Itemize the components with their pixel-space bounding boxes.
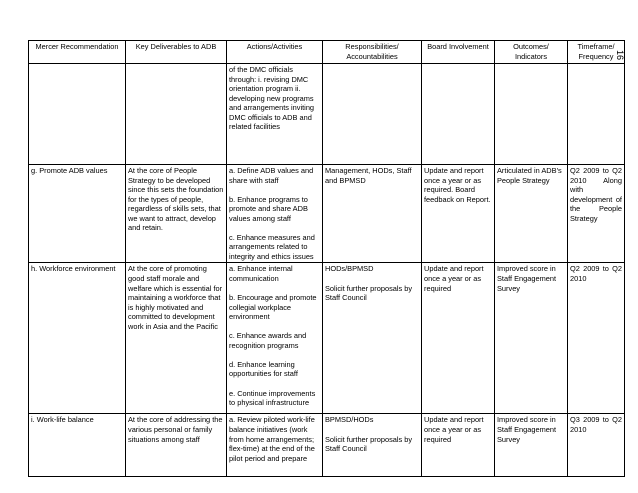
- cell-deliverables: At the core of promoting good staff morale and welfare which is essential for maintaining a workforce that is highly motivated and committed to development work in Asia and the Pacific: [126, 263, 227, 414]
- header-board: Board Involvement: [422, 41, 495, 64]
- cell-timeframe: Q2 2009 to Q2 2010: [568, 263, 625, 414]
- action-item: d. Enhance learning opportunities for staff: [229, 359, 298, 379]
- responsibility-item: Management, HODs, Staff and BPMSD: [325, 166, 412, 185]
- responsibility-item: BPMSD/HODs: [325, 415, 374, 425]
- cell-timeframe: Q2 2009 to Q2 2010 Along with development of the People Strategy: [568, 165, 625, 263]
- cell-actions: [227, 414, 323, 477]
- action-item: b. Encourage and promote collegial workplace environment: [229, 293, 317, 322]
- page-number: 16: [615, 49, 625, 60]
- cell-board: Update and report once a year or as required: [422, 414, 495, 477]
- header-deliverables: Key Deliverables to ADB: [126, 41, 227, 64]
- cell-recommendation: g. Promote ADB values: [29, 165, 126, 263]
- cell-responsibilities: [323, 263, 422, 414]
- action-item: c. Enhance measures and arrangements related to integrity and ethics issues: [229, 232, 315, 261]
- action-item: e. Continue improvements to physical infrastructure: [229, 388, 316, 408]
- cell-board: Update and report once a year or as required. Board feedback on Report.: [422, 165, 495, 263]
- action-item: a. Enhance internal communication: [229, 264, 293, 284]
- cell-responsibilities: [323, 165, 422, 263]
- cell-outcomes: Improved score in Staff Engagement Survey: [495, 263, 568, 414]
- cell-actions: of the DMC officials through: i. revising DMC orientation program ii. developing new programs and arrangements inviting DMC officials to ADB and related facilities: [227, 64, 323, 165]
- responsibility-item: Solicit further proposals by Staff Council: [325, 283, 413, 303]
- header-outcomes: Outcomes/ Indicators: [495, 41, 568, 64]
- action-plan-table: [28, 40, 625, 477]
- cell-empty: [422, 64, 495, 165]
- cell-outcomes: Improved score in Staff Engagement Survey: [495, 414, 568, 477]
- cell-empty: [495, 64, 568, 165]
- cell-actions: [227, 165, 323, 263]
- action-item: c. Enhance awards and recognition programs: [229, 331, 307, 350]
- cell-actions: [227, 263, 323, 414]
- cell-timeframe: Q3 2009 to Q2 2010: [568, 414, 625, 477]
- header-timeframe: Timeframe/ Frequency: [568, 41, 625, 64]
- responsibility-item: HODs/BPMSD: [325, 264, 374, 274]
- cell-board: Update and report once a year or as required: [422, 263, 495, 414]
- action-item: b. Enhance programs to promote and share ADB values among staff: [229, 194, 308, 223]
- action-item: a. Review piloted work-life balance initiatives (work from home arrangements; flex-time) at the end of the pilot period and prepare: [229, 415, 315, 463]
- cell-empty: [323, 64, 422, 165]
- action-item: a. Define ADB values and share with staff: [229, 166, 314, 185]
- table-header-row: [29, 41, 625, 64]
- cell-empty: [29, 64, 126, 165]
- cell-empty: [126, 64, 227, 165]
- cell-empty: [568, 64, 625, 165]
- header-responsibilities: Responsibilities/ Accountabilities: [323, 41, 422, 64]
- cell-deliverables: At the core of People Strategy to be developed since this sets the foundation for the types of people, regardless of skills sets, that we want to attract, develop and retain.: [126, 165, 227, 263]
- table-row: [29, 263, 625, 414]
- table-row: [29, 414, 625, 477]
- cell-outcomes: Articulated in ADB's People Strategy: [495, 165, 568, 263]
- responsibility-item: Solicit further proposals by Staff Council: [325, 434, 413, 454]
- cell-recommendation: h. Workforce environment: [29, 263, 126, 414]
- table-row-continued: [29, 64, 625, 165]
- table-row: [29, 165, 625, 263]
- header-actions: Actions/Activities: [227, 41, 323, 64]
- header-recommendation: Mercer Recommendation: [29, 41, 126, 64]
- cell-recommendation: i. Work-life balance: [29, 414, 126, 477]
- cell-responsibilities: [323, 414, 422, 477]
- cell-deliverables: At the core of addressing the various personal or family situations among staff: [126, 414, 227, 477]
